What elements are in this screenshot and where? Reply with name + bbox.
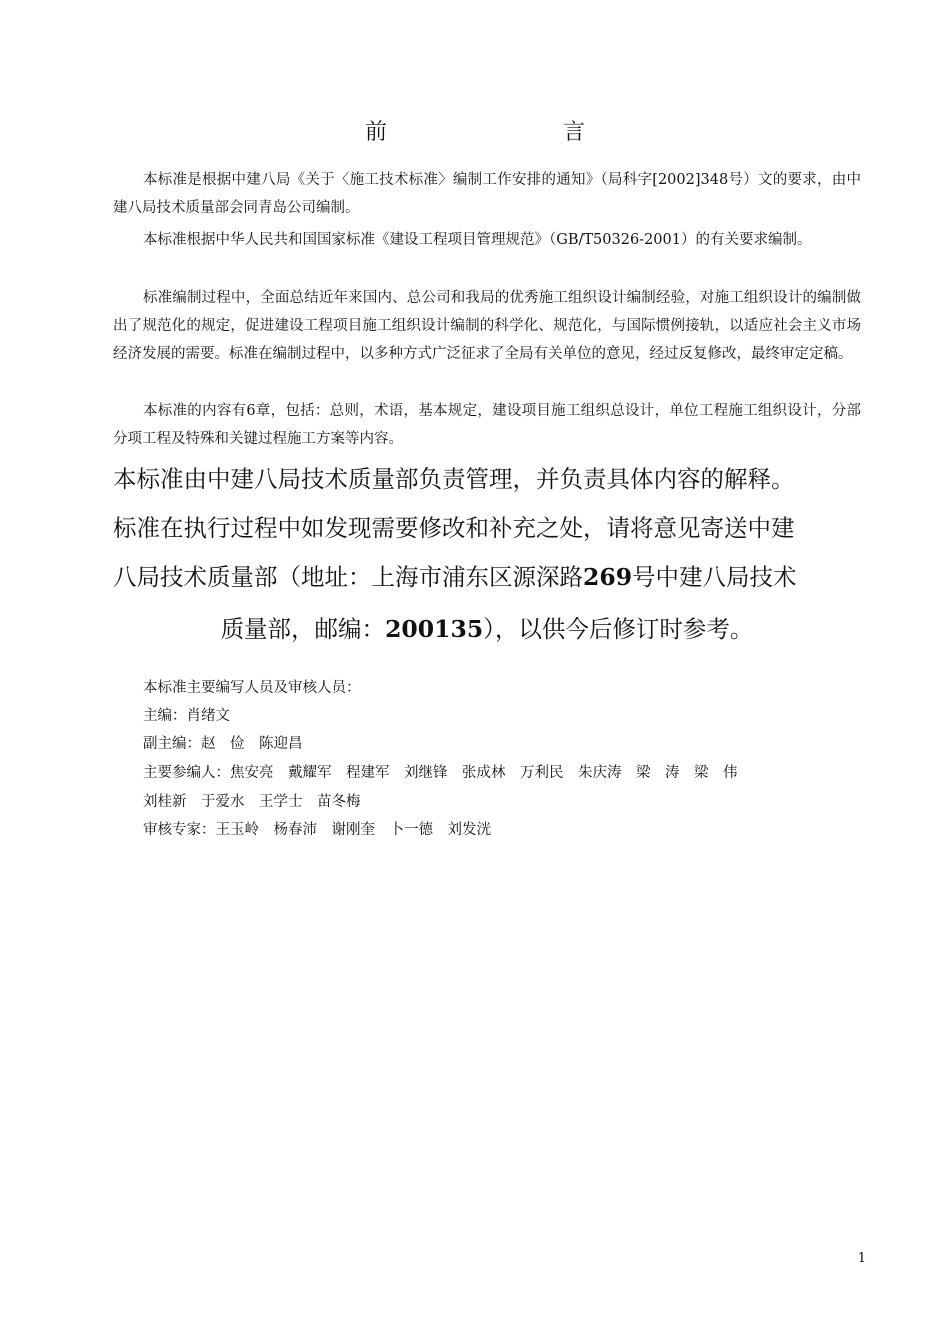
notice-line-1: 本标准由中建八局技术质量部负责管理，并负责具体内容的解释。 [113, 465, 795, 493]
notice-line-3 [113, 552, 861, 602]
contributors-line-1: 主要参编人：焦安亮 戴耀军 程建军 刘继锋 张成林 万利民 朱庆涛 梁 涛 梁 伟 [143, 765, 738, 781]
preface-paragraph-3: 标准编制过程中，全面总结近年来国内、总公司和我局的优秀施工组织设计编制经验，对施工组织设计的编制做出了规范化的规定，促进建设工程项目施工组织设计编制的科学化、规范化，与国际惯例接轨，以适应社会主义市场经济发展的需要。标准在编制过程中，以多种方式广泛征求了全局有关单位的意见，经过反复修改，最终审定定稿。 [113, 290, 861, 362]
page-number: 1 [857, 1251, 866, 1266]
notice-line-4 [113, 604, 861, 654]
notice-line-3-text-b: 号中建八局技术 [632, 563, 797, 591]
chief-editor: 主编：肖绪文 [143, 708, 230, 724]
notice-line-3-text-a: 八局技术质量部（地址：上海市浦东区源深路 [113, 563, 583, 591]
staff-heading: 本标准主要编写人员及审核人员： [143, 680, 361, 696]
notice-line-4-text-a: 质量部，邮编： [220, 615, 386, 643]
notice-line-4-text-b: ），以供今后修订时参考。 [483, 615, 754, 643]
notice-line-2: 标准在执行过程中如发现需要修改和补充之处，请将意见寄送中建 [113, 514, 795, 542]
deputy-editors: 副主编：赵 俭 陈迎昌 [143, 736, 303, 752]
page-title: 前 言 [364, 120, 629, 145]
notice-address-number: 269 [583, 563, 633, 591]
preface-paragraph-1: 本标准是根据中建八局《关于〈施工技术标准〉编制工作安排的通知》（局科字[2002]348号）文的要求，由中建八局技术质量部会同青岛公司编制。 [113, 172, 861, 216]
contributors-line-2: 刘桂新 于爱水 王学士 苗冬梅 [143, 794, 361, 810]
preface-paragraph-4: 本标准的内容有6章，包括：总则，术语，基本规定，建设项目施工组织总设计，单位工程施工组织设计，分部分项工程及特殊和关键过程施工方案等内容。 [113, 403, 861, 447]
preface-paragraph-2: 本标准根据中华人民共和国国家标准《建设工程项目管理规范》（GB/T50326-2001）的有关要求编制。 [143, 232, 812, 248]
reviewers: 审核专家：王玉岭 杨春沛 谢刚奎 卜一德 刘发洸 [143, 822, 491, 838]
notice-postcode: 200135 [385, 615, 484, 643]
